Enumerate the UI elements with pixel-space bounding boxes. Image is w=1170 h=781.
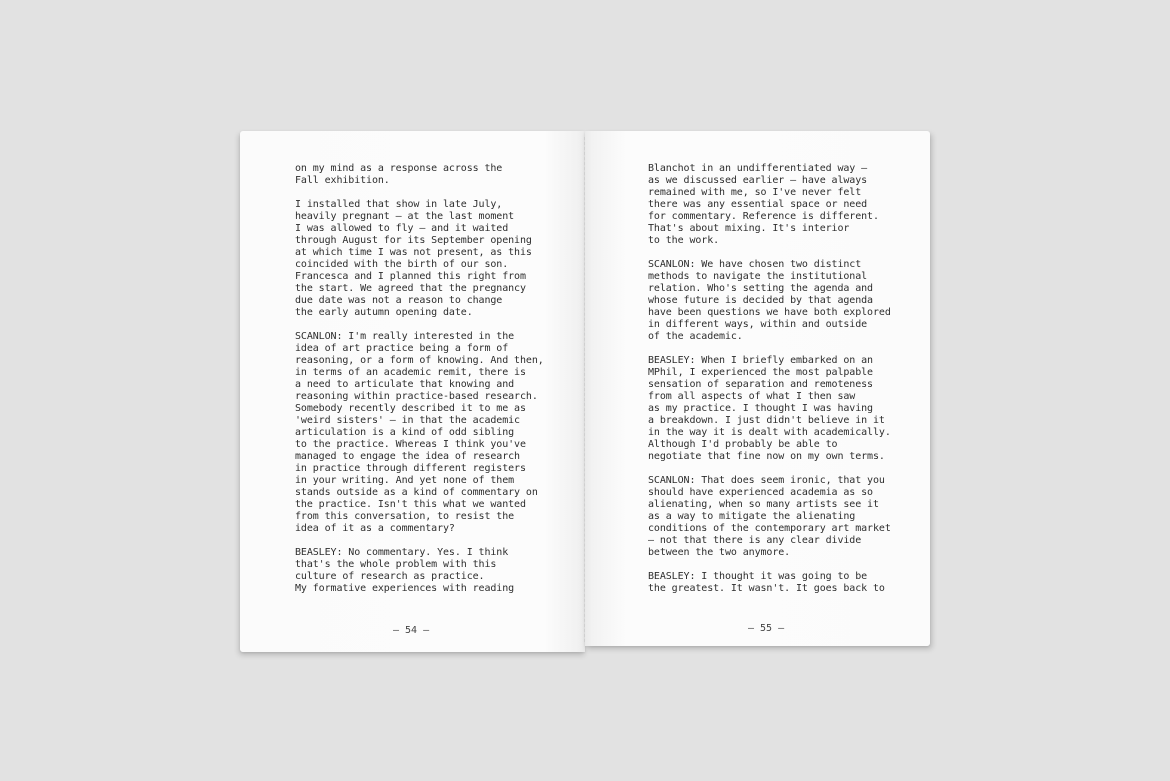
text-line: a need to articulate that knowing and bbox=[295, 379, 515, 390]
text-line: to the practice. Whereas I think you've bbox=[295, 439, 526, 450]
text-line: the greatest. It wasn't. It goes back to bbox=[648, 583, 885, 594]
text-line: coincided with the birth of our son. bbox=[295, 259, 509, 270]
text-line: in the way it is dealt with academically. bbox=[648, 427, 891, 438]
text-line: stands outside as a kind of commentary on bbox=[295, 487, 538, 498]
text-line: My formative experiences with reading bbox=[295, 583, 515, 594]
text-line: between the two anymore. bbox=[648, 547, 791, 558]
text-line: for commentary. Reference is different. bbox=[648, 211, 879, 222]
text-line: Somebody recently described it to me as bbox=[295, 403, 526, 414]
text-line: from this conversation, to resist the bbox=[295, 511, 515, 522]
paragraph bbox=[295, 547, 545, 595]
text-line: on my mind as a response across the bbox=[295, 163, 503, 174]
text-line: in terms of an academic remit, there is bbox=[295, 367, 526, 378]
text-line: as we discussed earlier – have always bbox=[648, 175, 868, 186]
open-book bbox=[240, 131, 930, 652]
text-line: in different ways, within and outside bbox=[648, 319, 868, 330]
text-line: the early autumn opening date. bbox=[295, 307, 473, 318]
text-line: have been questions we have both explored bbox=[648, 307, 891, 318]
left-page-body bbox=[295, 163, 545, 607]
paragraph bbox=[295, 199, 545, 319]
text-line: sensation of separation and remoteness bbox=[648, 379, 873, 390]
text-line: alienating, when so many artists see it bbox=[648, 499, 879, 510]
text-line: Blanchot in an undifferentiated way – bbox=[648, 163, 868, 174]
page-number-left: — 54 — bbox=[393, 625, 430, 636]
right-page bbox=[585, 131, 930, 646]
text-line: reasoning, or a form of knowing. And then, bbox=[295, 355, 544, 366]
text-line: 'weird sisters' – in that the academic bbox=[295, 415, 520, 426]
text-line: from all aspects of what I then saw bbox=[648, 391, 856, 402]
text-line: should have experienced academia as so bbox=[648, 487, 873, 498]
paragraph bbox=[295, 331, 545, 535]
page-number-right: — 55 — bbox=[748, 623, 785, 634]
text-line: MPhil, I experienced the most palpable bbox=[648, 367, 873, 378]
left-page bbox=[240, 131, 585, 652]
book-gutter bbox=[584, 137, 585, 642]
text-line: – not that there is any clear divide bbox=[648, 535, 862, 546]
text-line: a breakdown. I just didn't believe in it bbox=[648, 415, 885, 426]
text-line: due date was not a reason to change bbox=[295, 295, 503, 306]
right-page-body bbox=[648, 163, 908, 607]
text-line: the start. We agreed that the pregnancy bbox=[295, 283, 526, 294]
paragraph bbox=[648, 163, 908, 247]
text-line: as a way to mitigate the alienating bbox=[648, 511, 856, 522]
text-line: whose future is decided by that agenda bbox=[648, 295, 873, 306]
text-line: reasoning within practice-based research. bbox=[295, 391, 538, 402]
text-line: idea of it as a commentary? bbox=[295, 523, 455, 534]
text-line: as my practice. I thought I was having bbox=[648, 403, 873, 414]
text-line: in your writing. And yet none of them bbox=[295, 475, 515, 486]
text-line: at which time I was not present, as this bbox=[295, 247, 532, 258]
text-line: relation. Who's setting the agenda and bbox=[648, 283, 873, 294]
text-line: conditions of the contemporary art market bbox=[648, 523, 891, 534]
text-line: That's about mixing. It's interior bbox=[648, 223, 850, 234]
text-line: SCANLON: I'm really interested in the bbox=[295, 331, 515, 342]
text-line: the practice. Isn't this what we wanted bbox=[295, 499, 526, 510]
text-line: articulation is a kind of odd sibling bbox=[295, 427, 515, 438]
text-line: managed to engage the idea of research bbox=[295, 451, 520, 462]
text-line: BEASLEY: No commentary. Yes. I think bbox=[295, 547, 509, 558]
text-line: idea of art practice being a form of bbox=[295, 343, 509, 354]
text-line: Although I'd probably be able to bbox=[648, 439, 838, 450]
text-line: SCANLON: That does seem ironic, that you bbox=[648, 475, 885, 486]
text-line: BEASLEY: I thought it was going to be bbox=[648, 571, 868, 582]
text-line: I was allowed to fly – and it waited bbox=[295, 223, 509, 234]
text-line: Francesca and I planned this right from bbox=[295, 271, 526, 282]
text-line: remained with me, so I've never felt bbox=[648, 187, 862, 198]
text-line: through August for its September opening bbox=[295, 235, 532, 246]
text-line: in practice through different registers bbox=[295, 463, 526, 474]
text-line: Fall exhibition. bbox=[295, 175, 390, 186]
paragraph bbox=[648, 571, 908, 595]
text-line: BEASLEY: When I briefly embarked on an bbox=[648, 355, 873, 366]
paragraph bbox=[648, 259, 908, 343]
text-line: methods to navigate the institutional bbox=[648, 271, 868, 282]
text-line: negotiate that fine now on my own terms. bbox=[648, 451, 885, 462]
text-line: that's the whole problem with this bbox=[295, 559, 497, 570]
paragraph bbox=[648, 355, 908, 463]
paragraph bbox=[648, 475, 908, 559]
text-line: SCANLON: We have chosen two distinct bbox=[648, 259, 862, 270]
text-line: I installed that show in late July, bbox=[295, 199, 503, 210]
text-line: heavily pregnant – at the last moment bbox=[295, 211, 515, 222]
text-line: culture of research as practice. bbox=[295, 571, 485, 582]
text-line: there was any essential space or need bbox=[648, 199, 868, 210]
paragraph bbox=[295, 163, 545, 187]
text-line: to the work. bbox=[648, 235, 720, 246]
text-line: of the academic. bbox=[648, 331, 743, 342]
